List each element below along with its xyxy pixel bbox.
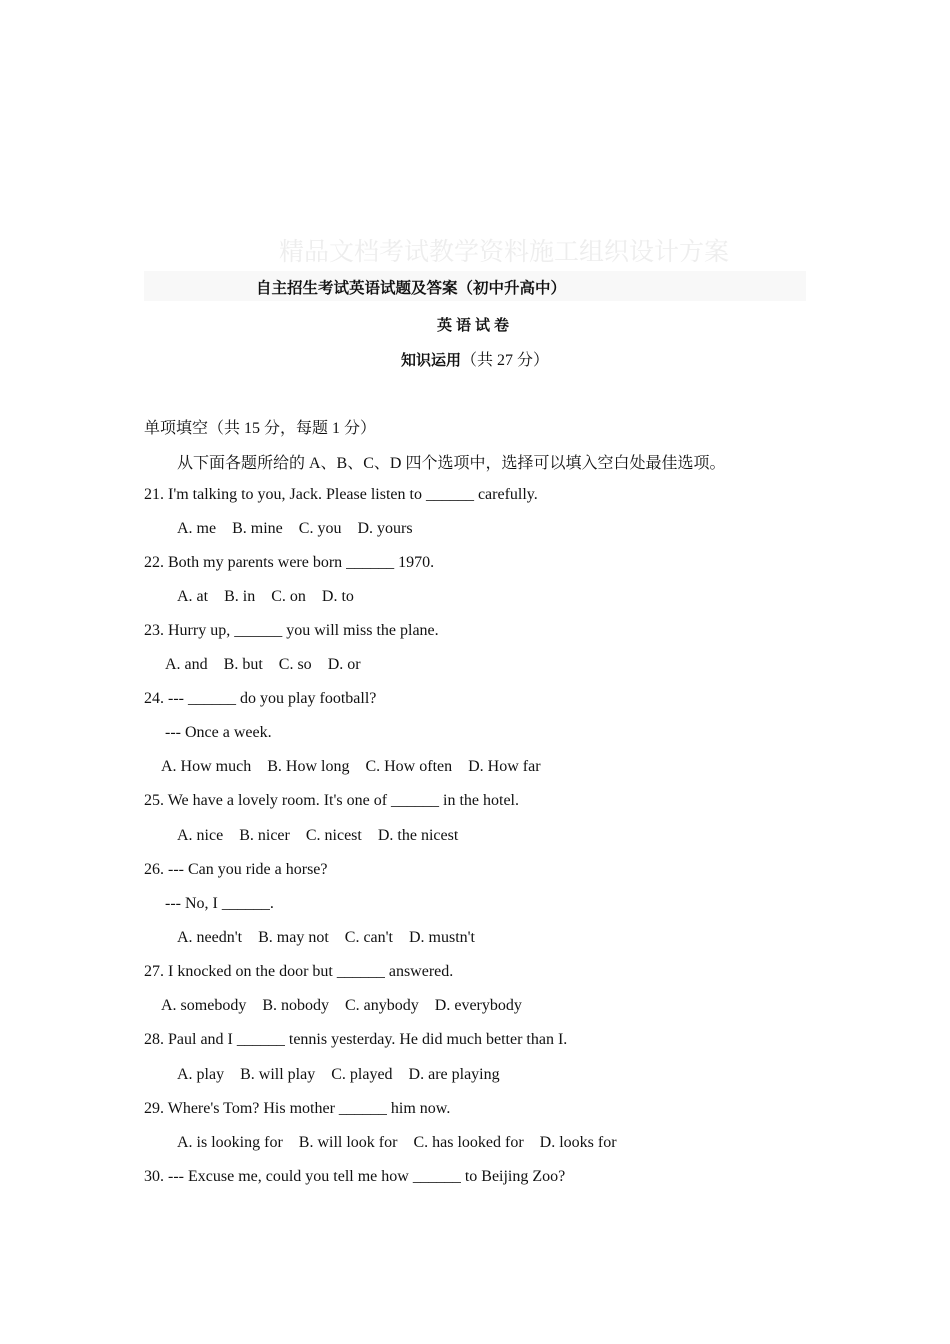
option-c: C. can't (344, 929, 393, 946)
option-c: C. How often (365, 758, 453, 775)
question-options (161, 757, 541, 777)
option-c: C. so (278, 656, 312, 673)
option-b: B. will look for (298, 1134, 398, 1151)
option-b: B. will play (240, 1066, 316, 1083)
option-a: A. needn't (177, 929, 243, 946)
option-b: B. in (224, 588, 256, 605)
document-title: 自主招生考试英语试题及答案（初中升高中） (256, 279, 567, 297)
option-a: A. play (177, 1066, 225, 1083)
question-stem: 30. --- Excuse me, could you tell me how ______ to Beijing Zoo? (144, 1168, 566, 1185)
question-stem: 22. Both my parents were born ______ 1970. (144, 554, 435, 571)
option-a: A. nice (177, 827, 224, 844)
question-reply: --- No, I ______. (165, 895, 274, 912)
question-options (177, 826, 458, 846)
option-b: B. but (223, 656, 263, 673)
question-stem: 21. I'm talking to you, Jack. Please listen to ______ carefully. (144, 486, 538, 503)
option-b: B. nicer (239, 827, 290, 844)
option-c: C. anybody (345, 997, 419, 1014)
option-b: B. mine (232, 520, 283, 537)
option-d: D. to (321, 588, 354, 605)
option-c: C. played (331, 1066, 393, 1083)
option-d: D. are playing (408, 1066, 500, 1083)
option-d: D. mustn't (408, 929, 475, 946)
question-reply: --- Once a week. (165, 724, 272, 741)
option-d: D. everybody (434, 997, 522, 1014)
section-heading (0, 347, 950, 370)
option-b: B. How long (267, 758, 350, 775)
section-heading-title: 知识运用 (400, 351, 461, 369)
option-d: D. the nicest (377, 827, 459, 844)
question-options (161, 996, 522, 1016)
question-stem: 29. Where's Tom? His mother ______ him now. (144, 1100, 451, 1117)
question-options (177, 519, 413, 539)
option-d: D. looks for (539, 1134, 617, 1151)
option-b: B. nobody (262, 997, 329, 1014)
option-c: C. nicest (305, 827, 362, 844)
question-options (177, 928, 475, 948)
question-options (177, 1133, 617, 1153)
exam-subject: 英语试卷 (436, 316, 513, 334)
option-b: B. may not (258, 929, 329, 946)
option-c: C. has looked for (413, 1134, 524, 1151)
question-stem: 26. --- Can you ride a horse? (144, 861, 328, 878)
question-options (177, 587, 354, 607)
question-stem: 25. We have a lovely room. It's one of ______ in the hotel. (144, 792, 519, 809)
watermark: 精品文档考试教学资料施工组织设计方案 (278, 237, 729, 266)
question-options (177, 1065, 500, 1085)
option-d: D. or (327, 656, 361, 673)
question-options (165, 655, 361, 675)
option-d: D. yours (357, 520, 413, 537)
option-a: A. is looking for (177, 1134, 283, 1151)
option-c: C. on (271, 588, 306, 605)
option-d: D. How far (468, 758, 541, 775)
option-a: A. somebody (161, 997, 247, 1014)
instructions: 从下面各题所给的 A、B、C、D 四个选项中，选择可以填入空白处最佳选项。 (177, 455, 726, 472)
question-stem: 27. I knocked on the door but ______ answered. (144, 963, 454, 980)
question-stem: 24. --- ______ do you play football? (144, 690, 377, 707)
option-a: A. How much (161, 758, 252, 775)
option-a: A. and (165, 656, 208, 673)
question-stem: 23. Hurry up, ______ you will miss the plane. (144, 622, 439, 639)
question-stem: 28. Paul and I ______ tennis yesterday. He did much better than I. (144, 1031, 568, 1048)
option-a: A. me (177, 520, 217, 537)
part-heading: 单项填空（共 15 分，每题 1 分） (144, 420, 377, 437)
option-c: C. you (298, 520, 342, 537)
option-a: A. at (177, 588, 209, 605)
section-heading-score: （共 27 分） (461, 352, 550, 369)
